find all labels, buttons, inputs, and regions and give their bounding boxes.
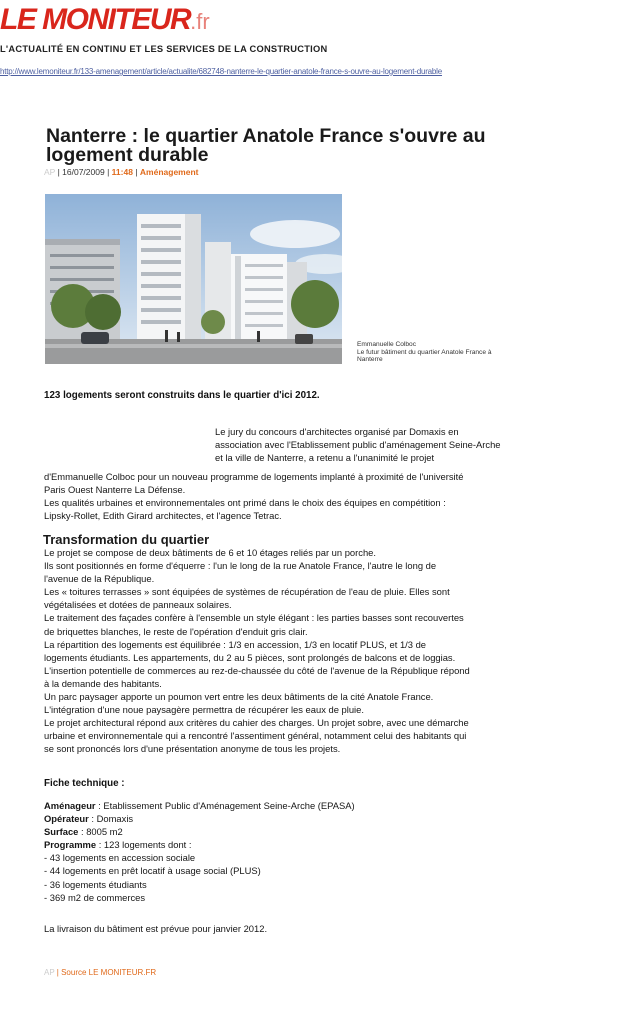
article-source xyxy=(44,968,156,977)
text-line: Ils sont positionnés en forme d'équerre : l'un le long de la rue Anatole France, l'autre le long de xyxy=(44,560,437,572)
fiche-row-amenageur xyxy=(44,799,355,812)
text-line: d'Emmanuelle Colboc pour un nouveau programme de logements implanté à proximité de l'université xyxy=(44,471,464,482)
intro-continued xyxy=(44,470,463,522)
text-line: Lipsky-Rollet, Edith Girard architectes, et l'agence Tetrac. xyxy=(44,510,282,522)
caption-line: Nanterre xyxy=(357,356,383,364)
meta-prefix: AP xyxy=(44,167,56,177)
delivery-note: La livraison du bâtiment est prévue pour janvier 2012. xyxy=(44,923,268,934)
article-date: 16/07/2009 xyxy=(62,167,105,177)
article-url[interactable]: http://www.lemoniteur.fr/133-amenagement/article/actualite/682748-nanterre-le-quartier-anatole-france-s-ouvre-au-logement-durable xyxy=(0,67,443,76)
text-line: se sont prononcés lors d'une présentation anonyme de tous les projets. xyxy=(44,743,341,755)
section-body xyxy=(44,546,470,756)
fiche-value: : 123 logements dont : xyxy=(96,839,192,851)
text-line: urbaine et environnementale qui a rencontré l'assentiment général, notamment celui des habitants qui xyxy=(44,730,467,742)
fiche-label: Programme xyxy=(44,839,97,851)
photo-credit: Emmanuelle Colboc xyxy=(357,341,417,348)
logo-text: LE MONITEUR xyxy=(0,3,191,36)
text-line: Les « toitures terrasses » sont équipées de systèmes de récupération de l'eau de pluie. Elles sont xyxy=(44,586,450,598)
text-line: de briquettes blanches, le reste de l'opération d'enduit gris clair. xyxy=(44,625,308,637)
title-line: logement durable xyxy=(46,144,209,166)
photo-caption xyxy=(357,341,557,364)
article-time: 11:48 xyxy=(111,167,133,177)
title-line: Nanterre : le quartier Anatole France s'ouvre au xyxy=(46,125,486,147)
caption-line: Le futur bâtiment du quartier Anatole France à xyxy=(357,348,492,356)
meta-separator: | xyxy=(135,167,138,177)
intro-paragraph xyxy=(215,425,501,464)
fiche-row-operateur xyxy=(44,812,355,825)
fiche-value: : Etablissement Public d'Aménagement Seine-Arche (EPASA) xyxy=(95,800,355,811)
article-photo xyxy=(45,194,342,364)
text-line: Paris Ouest Nanterre La Défense. xyxy=(44,484,186,496)
text-line: Les qualités urbaines et environnementales ont primé dans le choix des équipes en compétition : xyxy=(44,497,446,509)
building-illustration xyxy=(45,194,342,364)
article-meta xyxy=(44,167,199,177)
fiche-row-programme xyxy=(44,838,355,851)
text-line: Le jury du concours d'architectes organisé par Domaxis en xyxy=(215,426,459,437)
fiche-label: Opérateur xyxy=(44,813,89,825)
source-link[interactable]: Source LE MONITEUR.FR xyxy=(61,968,157,977)
text-line: Le projet se compose de deux bâtiments de 6 et 10 étages reliés par un porche. xyxy=(44,547,376,558)
article-rubric[interactable]: Aménagement xyxy=(139,167,199,177)
article-lead: 123 logements seront construits dans le quartier d'ici 2012. xyxy=(44,390,320,401)
text-line: végétalisées et dotées de panneaux solaires. xyxy=(44,599,232,611)
list-item: - 369 m2 de commerces xyxy=(44,891,146,903)
text-line: et la ville de Nanterre, a retenu a l'unanimité le projet xyxy=(215,452,435,464)
text-line: Le traitement des façades confère à l'ensemble un style élégant : les parties basses sont recouvertes xyxy=(44,612,464,624)
text-line: à la demande des habitants. xyxy=(44,677,162,689)
text-line: L'intégration d'une noue paysagère permettra de récupérer les eaux de pluie. xyxy=(44,704,364,716)
text-line: Un parc paysager apporte un poumon vert entre les deux bâtiments de la cité Anatole France. xyxy=(44,691,434,703)
fiche-value: : 8005 m2 xyxy=(78,826,123,838)
section-heading: Transformation du quartier xyxy=(43,532,210,547)
fiche-label: Aménageur xyxy=(44,800,96,811)
text-line: association avec l'Etablissement public d'aménagement Seine-Arche xyxy=(215,439,501,451)
logo-suffix: .fr xyxy=(190,9,210,34)
article-title xyxy=(46,127,546,165)
fiche-heading: Fiche technique : xyxy=(44,778,125,789)
meta-separator: | xyxy=(56,968,59,977)
source-prefix: AP xyxy=(44,968,55,977)
fiche-value: : Domaxis xyxy=(88,813,134,825)
fiche-row-surface xyxy=(44,825,355,838)
text-line: l'avenue de la République. xyxy=(44,573,155,585)
list-item: - 43 logements en accession sociale xyxy=(44,852,196,864)
text-line: logements étudiants. Les appartements, du 2 au 5 pièces, sont prolongés de balcons et de loggias. xyxy=(44,651,456,663)
text-line: L'insertion potentielle de commerces au rez-de-chaussée du côté de l'avenue de la République répond xyxy=(44,664,470,676)
text-line: Le projet architectural répond aux critères du cahier des charges. Un projet sobre, avec une démarche xyxy=(44,717,469,729)
fiche-technique xyxy=(44,799,355,904)
fiche-label: Surface xyxy=(44,826,79,838)
site-logo[interactable] xyxy=(0,4,210,38)
meta-separator: | xyxy=(107,167,110,177)
meta-separator: | xyxy=(57,167,60,177)
text-line: La répartition des logements est équilibrée : 1/3 en accession, 1/3 en locatif PLUS, et 1/3 de xyxy=(44,638,427,650)
list-item: - 44 logements en prêt locatif à usage social (PLUS) xyxy=(44,865,261,877)
site-tagline: L'ACTUALITÉ EN CONTINU ET LES SERVICES DE LA CONSTRUCTION xyxy=(0,44,328,54)
list-item: - 36 logements étudiants xyxy=(44,878,147,890)
